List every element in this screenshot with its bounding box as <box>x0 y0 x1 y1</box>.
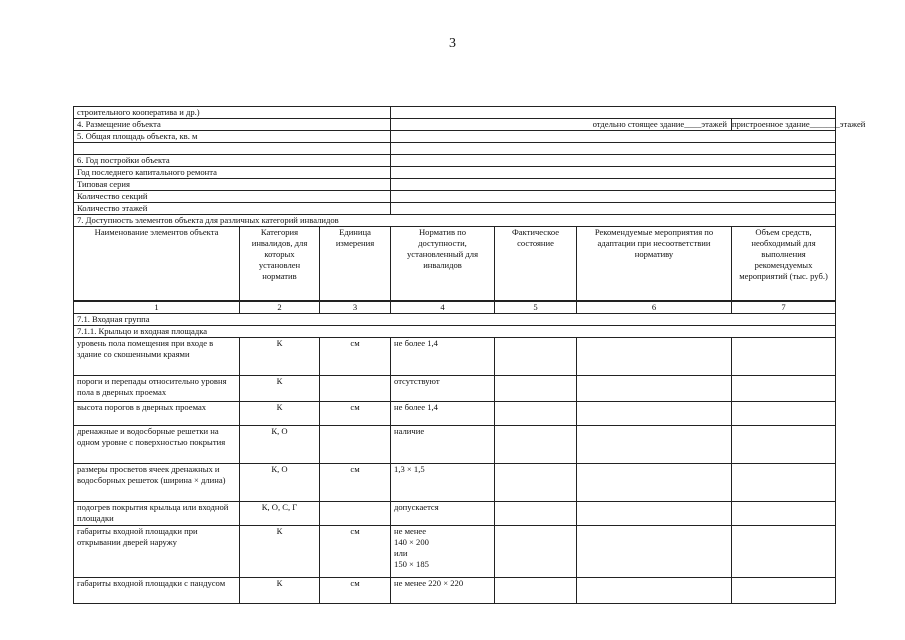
recommended-measures <box>577 525 732 577</box>
funds-required <box>732 375 836 401</box>
column-number: 7 <box>732 301 836 314</box>
category: К <box>240 337 320 375</box>
column-header: Категория инвалидов, для которых установлен норматив <box>240 227 320 301</box>
info-row <box>74 143 836 155</box>
funds-required <box>732 337 836 375</box>
recommended-measures <box>577 425 732 463</box>
norm: не более 1,4 <box>391 337 495 375</box>
norm: отсутствуют <box>391 375 495 401</box>
info-value <box>391 203 836 215</box>
recommended-measures <box>577 577 732 603</box>
unit: см <box>320 577 391 603</box>
info-value <box>391 155 836 167</box>
actual-state <box>495 577 577 603</box>
actual-state <box>495 375 577 401</box>
recommended-measures <box>577 401 732 425</box>
section-title-row <box>74 215 836 227</box>
info-value <box>391 131 836 143</box>
category: К, О <box>240 425 320 463</box>
info-row <box>74 179 836 191</box>
info-value <box>391 107 836 119</box>
unit: см <box>320 525 391 577</box>
info-label: Количество секций <box>74 191 391 203</box>
info-label: 4. Размещение объекта <box>74 119 391 131</box>
section-7-title: 7. Доступность элементов объекта для различных категорий инвалидов <box>74 215 836 227</box>
norm: не менее 220 × 220 <box>391 577 495 603</box>
recommended-measures <box>577 375 732 401</box>
category: К <box>240 401 320 425</box>
column-header: Наименование элементов объекта <box>74 227 240 301</box>
unit: см <box>320 337 391 375</box>
info-label: 6. Год постройки объекта <box>74 155 391 167</box>
info-label: Типовая серия <box>74 179 391 191</box>
category: К, О, С, Г <box>240 501 320 525</box>
norm: 1,3 × 1,5 <box>391 463 495 501</box>
info-label: Год последнего капитального ремонта <box>74 167 391 179</box>
info-row <box>74 167 836 179</box>
info-label: 5. Общая площадь объекта, кв. м <box>74 131 391 143</box>
table-row <box>74 501 836 525</box>
column-number: 4 <box>391 301 495 314</box>
actual-state <box>495 401 577 425</box>
element-name: дренажные и водосборные решетки на одном уровне с поверхностью покрытия <box>74 425 240 463</box>
norm: не более 1,4 <box>391 401 495 425</box>
funds-required <box>732 525 836 577</box>
info-row <box>74 155 836 167</box>
info-value <box>391 179 836 191</box>
info-row <box>74 131 836 143</box>
funds-required <box>732 463 836 501</box>
table-row <box>74 337 836 375</box>
column-number: 2 <box>240 301 320 314</box>
category: К, О <box>240 463 320 501</box>
info-label <box>74 143 391 155</box>
funds-required <box>732 577 836 603</box>
info-row <box>74 191 836 203</box>
accessibility-passport-table <box>73 106 866 604</box>
category: К <box>240 375 320 401</box>
element-name: габариты входной площадки при открывании дверей наружу <box>74 525 240 577</box>
placement-attached <box>732 119 866 131</box>
funds-required <box>732 425 836 463</box>
table-row <box>74 463 836 501</box>
actual-state <box>495 525 577 577</box>
column-header: Единица измерения <box>320 227 391 301</box>
table-row <box>74 425 836 463</box>
table-row <box>74 525 836 577</box>
recommended-measures <box>577 337 732 375</box>
unit: см <box>320 463 391 501</box>
column-header: Рекомендуемые мероприятия по адаптации при несоответствии нормативу <box>577 227 732 301</box>
info-row <box>74 107 836 119</box>
column-number: 1 <box>74 301 240 314</box>
element-name: габариты входной площадки с пандусом <box>74 577 240 603</box>
group-title-row <box>74 313 836 325</box>
element-name: подогрев покрытия крыльца или входной площадки <box>74 501 240 525</box>
element-name: размеры просветов ячеек дренажных и водосборных решеток (ширина × длина) <box>74 463 240 501</box>
actual-state <box>495 425 577 463</box>
table-row <box>74 577 836 603</box>
column-header: Фактическое состояние <box>495 227 577 301</box>
unit: см <box>320 401 391 425</box>
column-number: 6 <box>577 301 732 314</box>
subgroup-title-row <box>74 325 836 337</box>
actual-state <box>495 337 577 375</box>
recommended-measures <box>577 501 732 525</box>
norm: наличие <box>391 425 495 463</box>
actual-state <box>495 463 577 501</box>
info-row <box>74 203 836 215</box>
column-header-row <box>74 227 836 301</box>
actual-state <box>495 501 577 525</box>
category: К <box>240 577 320 603</box>
funds-required <box>732 401 836 425</box>
element-name: уровень пола помещения при входе в здание со скошенными краями <box>74 337 240 375</box>
element-name: пороги и перепады относительно уровня пола в дверных проемах <box>74 375 240 401</box>
category: К <box>240 525 320 577</box>
column-header: Норматив по доступности, установленный для инвалидов <box>391 227 495 301</box>
column-number: 3 <box>320 301 391 314</box>
info-value <box>391 167 836 179</box>
element-name: высота порогов в дверных проемах <box>74 401 240 425</box>
placement-attached-text: пристроенное здание_______этажей <box>732 119 866 129</box>
table-row <box>74 375 836 401</box>
info-value <box>391 143 836 155</box>
info-label: Количество этажей <box>74 203 391 215</box>
column-number-row <box>74 301 836 314</box>
placement-standalone: отдельно стоящее здание____этажей <box>391 119 732 131</box>
table-row <box>74 401 836 425</box>
group-title: 7.1. Входная группа <box>74 313 836 325</box>
unit <box>320 425 391 463</box>
norm: допускается <box>391 501 495 525</box>
page-number: 3 <box>449 36 456 51</box>
norm: не менее 140 × 200 или 150 × 185 <box>391 525 495 577</box>
info-row <box>74 119 836 131</box>
recommended-measures <box>577 463 732 501</box>
unit <box>320 501 391 525</box>
column-header: Объем средств, необходимый для выполнения рекомендуемых мероприятий (тыс. руб.) <box>732 227 836 301</box>
unit <box>320 375 391 401</box>
subgroup-title: 7.1.1. Крыльцо и входная площадка <box>74 325 836 337</box>
info-label: строительного кооператива и др.) <box>74 107 391 119</box>
funds-required <box>732 501 836 525</box>
info-value <box>391 191 836 203</box>
column-number: 5 <box>495 301 577 314</box>
